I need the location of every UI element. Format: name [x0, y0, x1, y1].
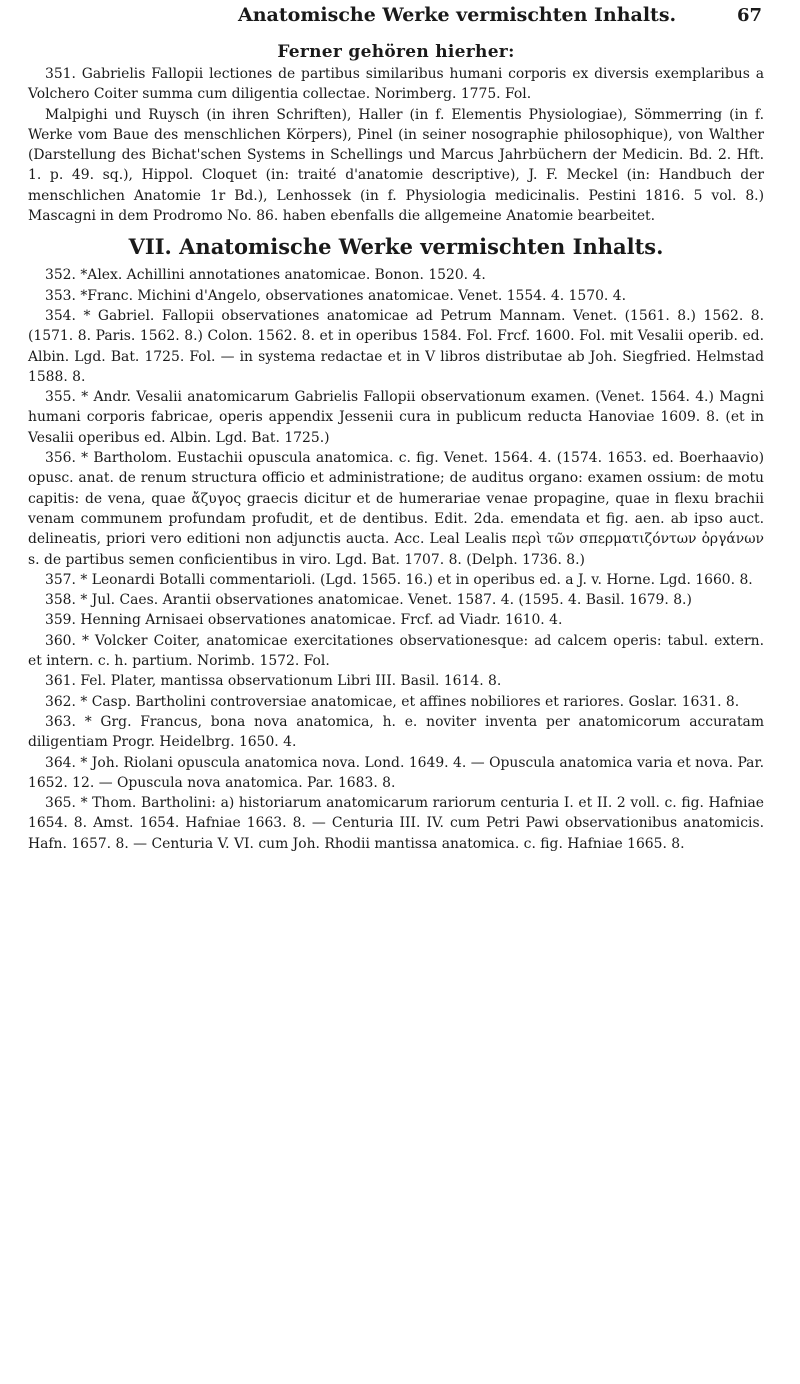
entry-number: 356. [45, 450, 76, 467]
entry-text: * Gabriel. Fallopii observationes anatomicae ad Petrum Mannam. Venet. (1561. 8.) 1562. 8. (1571. 8. Paris. 1562. 8.) Colon. 1562. 8. et in operibus 1584. Fol. Frcf. 1600. Fol. mit Vesalii operib. ed. Albin. Lgd. Bat. 1725. Fol. — in systema redactae et in V libros distributae ab Joh. Siegfried. Helmstad 1588. 8. [28, 307, 764, 385]
entry-text: * Grg. Francus, bona nova anatomica, h. e. noviter inventa per anatomicorum accuratam diligentiam Progr. Heidelbrg. 1650. 4. [28, 713, 764, 751]
entry-number: 353. [45, 287, 76, 304]
entry-text: * Andr. Vesalii anatomicarum Gabrielis Fallopii observationum examen. (Venet. 1564. 4.) Magni humani corporis fabricae, operis appendix Jessenii cura in publicum reducta Hanoviae 1609. 8. (et in Vesalii operibus ed. Albin. Lgd. Bat. 1725.) [28, 389, 764, 446]
intro-line: Ferner gehören hierher: [277, 42, 515, 62]
entry-number: 359. [45, 612, 76, 629]
entry-text: *Alex. Achillini annotationes anatomicae. Bonon. 1520. 4. [80, 267, 486, 284]
entries-list [28, 265, 764, 854]
bibliography-entry [28, 387, 764, 448]
bibliography-entry [28, 671, 764, 691]
bibliography-entry [28, 610, 764, 630]
bibliography-entry [28, 590, 764, 610]
entry-text: * Casp. Bartholini controversiae anatomicae, et affines nobiliores et rariores. Goslar. 1631. 8. [80, 693, 740, 710]
entry-number: 354. [45, 307, 76, 324]
entry-number: 357. [45, 571, 76, 588]
entry-text: Malpighi und Ruysch (in ihren Schriften), Haller (in f. Elementis Physiologiae), Sömmerring (in f. Werke vom Baue des menschlichen Körpers), Pinel (in seiner nosographie philosophique), von Walther (Darstellung des Bichat'schen Systems in Schellings und Marcus Jahrbüchern der Medicin. Bd. 2. Hft. 1. p. 49. sq.), Hippol. Cloquet (in: traité d'anatomie descriptive), J. F. Meckel (in: Handbuch der menschlichen Anatomie 1r Bd.), Lenhossek (in f. Physiologia medicinalis. Pestini 1816. 5 vol. 8.) Mascagni in dem Prodromo No. 86. haben ebenfalls die allgemeine Anatomie bearbeitet. [28, 106, 764, 225]
bibliography-entry [28, 105, 764, 227]
bibliography-entry [28, 64, 764, 105]
entry-number: 361. [45, 673, 76, 690]
entry-number: 355. [45, 389, 76, 406]
bibliography-entry [28, 448, 764, 570]
entry-text: * Jul. Caes. Arantii observationes anatomicae. Venet. 1587. 4. (1595. 4. Basil. 1679. 8.) [80, 592, 692, 609]
page-number: 67 [736, 5, 762, 26]
bibliography-entry [28, 753, 764, 794]
entry-text: * Bartholom. Eustachii opuscula anatomica. c. fig. Venet. 1564. 4. (1574. 1653. ed. Boerhaavio) opusc. anat. de renum structura officio et administratione; de auditus organo: examen ossium: de motu capitis: de vena, quae ἄζυγος graecis dicitur et de humerariae venae propagine, quae in flexu brachii venam communem profundam profudit, et de dentibus. Edit. 2da. emendata et fig. aen. ab ipso auct. delineatis, priori vero editioni non adjunctis aucta. Acc. Leal Lealis περὶ τῶν σπερματιζόντων ὀργάνων s. de partibus semen conficientibus in viro. Lgd. Bat. 1707. 8. (Delph. 1736. 8.) [28, 450, 764, 568]
bibliography-entry [28, 286, 764, 306]
running-head [28, 4, 764, 36]
entry-text: *Franc. Michini d'Angelo, observationes anatomicae. Venet. 1554. 4. 1570. 4. [80, 287, 626, 304]
running-head-title: Anatomische Werke vermischten Inhalts. [238, 4, 677, 26]
bibliography-entry [28, 631, 764, 672]
entry-text: Henning Arnisaei observationes anatomicae. Frcf. ad Viadr. 1610. 4. [80, 612, 563, 629]
entry-number: 364. [45, 754, 76, 771]
bibliography-entry [28, 265, 764, 285]
entries-top [28, 64, 764, 226]
entry-text: * Volcker Coiter, anatomicae exercitationes observationesque: ad calcem operis: tabul. extern. et intern. c. h. partium. Norimb. 1572. Fol. [28, 632, 764, 670]
bibliography-entry [28, 793, 764, 854]
entry-text: Fel. Plater, mantissa observationum Libri III. Basil. 1614. 8. [80, 673, 502, 690]
entry-text: * Leonardi Botalli commentarioli. (Lgd. 1565. 16.) et in operibus ed. a J. v. Horne. Lgd. 1660. 8. [80, 571, 753, 588]
entry-text: * Thom. Bartholini: a) historiarum anatomicarum rariorum centuria I. et II. 2 voll. c. fig. Hafniae 1654. 8. Amst. 1654. Hafniae 1663. 8. — Centuria III. IV. cum Petri Pawi observationibus anatomicis. Hafn. 1657. 8. — Centuria V. VI. cum Joh. Rhodii mantissa anatomica. c. fig. Hafniae 1665. 8. [28, 795, 764, 852]
section-title: VII. Anatomische Werke vermischten Inhalts. [128, 234, 664, 260]
entry-number: 352. [45, 267, 76, 284]
entry-text: Gabrielis Fallopii lectiones de partibus similaribus humani corporis ex diversis exemplaribus a Volchero Coiter summa cum diligentia collectae. Norimberg. 1775. Fol. [28, 66, 764, 103]
entry-number: 360. [45, 632, 76, 649]
bibliography-entry [28, 692, 764, 712]
entry-number: 365. [45, 795, 76, 812]
bibliography-entry [28, 570, 764, 590]
bibliography-entry [28, 306, 764, 387]
entry-number: 351. [45, 66, 76, 82]
entry-text: * Joh. Riolani opuscula anatomica nova. Lond. 1649. 4. — Opuscula anatomica varia et nova. Par. 1652. 12. — Opuscula nova anatomica. Par. 1683. 8. [28, 754, 764, 791]
entry-number: 362. [45, 693, 76, 710]
bibliography-entry [28, 712, 764, 753]
entry-number: 358. [45, 592, 76, 609]
entry-number: 363. [45, 713, 76, 730]
